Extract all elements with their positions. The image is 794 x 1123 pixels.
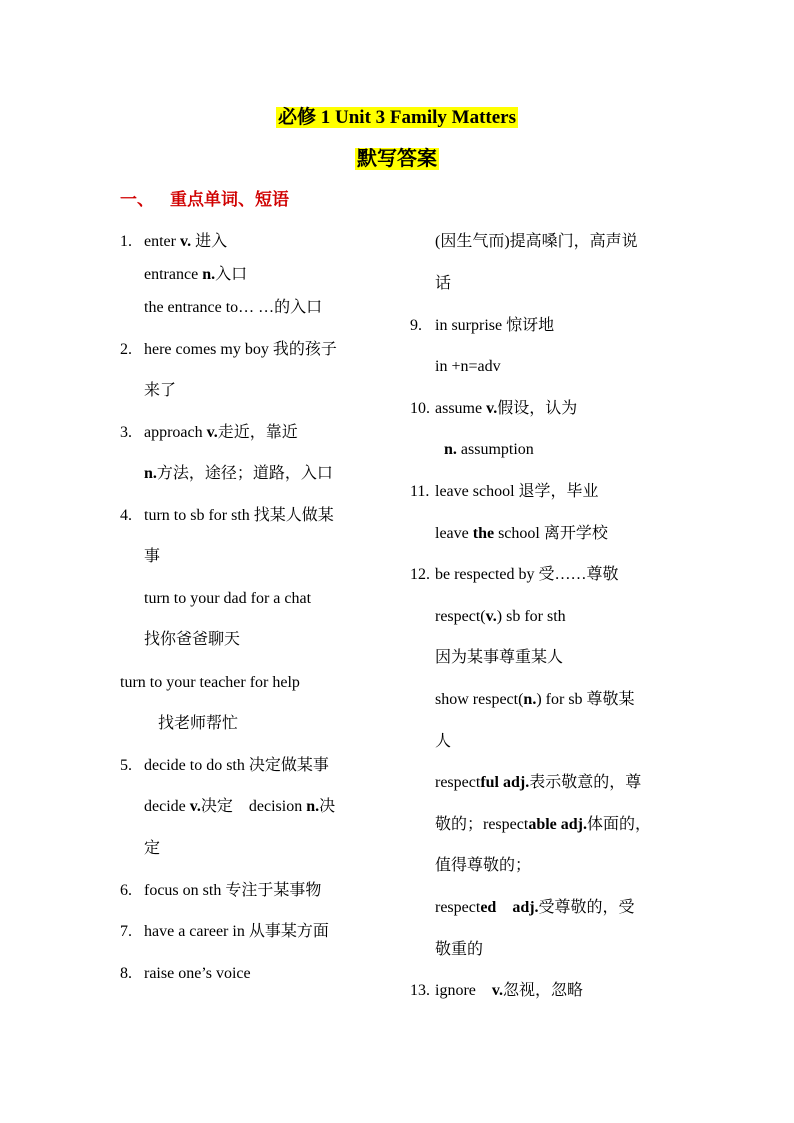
meaning: ) for sb 尊敬某 (536, 691, 635, 708)
list-item: turn to your teacher for help (120, 674, 300, 691)
meaning: 决 (319, 798, 336, 815)
list-item (144, 263, 247, 287)
term: show respect( (435, 691, 524, 708)
list-item: in surprise 惊讶地 (435, 317, 555, 334)
list-item (435, 896, 635, 920)
meaning: 体面的， (586, 816, 651, 833)
item-number: 3. (120, 424, 132, 441)
meaning: 忽视，忽略 (503, 982, 584, 999)
pos: n. (144, 465, 157, 482)
page-title-text: 必修 1 Unit 3 Family Matters (278, 107, 516, 128)
list-item: 找你爸爸聊天 (144, 631, 241, 648)
item-number: 2. (120, 341, 132, 358)
list-item: 敬重的 (435, 941, 484, 958)
pos: v. (189, 798, 201, 815)
pos: v. (206, 424, 218, 441)
meaning: 敬的；respect (435, 816, 529, 833)
list-item: 事 (144, 548, 161, 565)
list-item: decide to do sth 决定做某事 (144, 757, 329, 774)
term: respect (435, 899, 481, 916)
item-number: 8. (120, 965, 132, 982)
section-title: 重点单词、短语 (170, 190, 289, 209)
section-number: 一、 (120, 190, 154, 209)
list-item: turn to sb for sth 找某人做某 (144, 507, 334, 524)
term: ) sb for sth (496, 608, 566, 625)
list-item (144, 230, 227, 254)
list-item: focus on sth 专注于某事物 (144, 882, 322, 899)
list-item: the entrance to… …的入口 (144, 299, 323, 316)
list-item: here comes my boy 我的孩子 (144, 341, 337, 358)
list-item: have a career in 从事某方面 (144, 923, 329, 940)
meaning: school 离开学校 (494, 525, 608, 542)
section-heading (120, 187, 289, 213)
meaning: 方法，途径；道路，入口 (156, 465, 333, 482)
meaning: 受尊敬的，受 (538, 899, 635, 916)
pos: v. (179, 233, 192, 250)
term: assume (435, 400, 487, 417)
list-item (435, 979, 583, 1003)
list-item: 话 (435, 275, 452, 292)
term: enter (144, 233, 180, 250)
meaning: 入口 (215, 266, 248, 283)
list-item: turn to your dad for a chat (144, 590, 312, 607)
list-item: raise one’s voice (144, 965, 251, 982)
list-item: 找老师帮忙 (158, 715, 239, 732)
pos: n. (306, 798, 320, 815)
meaning: 假设，认为 (497, 400, 578, 417)
item-number: 9. (410, 317, 422, 334)
term: ignore (435, 982, 492, 999)
list-item: 人 (435, 733, 452, 750)
meaning: 进入 (191, 233, 228, 250)
item-number: 4. (120, 507, 132, 524)
suffix: ful adj. (480, 774, 530, 791)
item-number: 5. (120, 757, 132, 774)
list-item (144, 421, 298, 445)
list-item: be respected by 受……尊敬 (435, 566, 619, 583)
meaning: 决定 decision (200, 798, 307, 815)
item-number: 1. (120, 233, 132, 250)
list-item (435, 605, 566, 629)
list-item: 因为某事尊重某人 (435, 649, 564, 666)
item-number: 7. (120, 923, 132, 940)
list-item: 定 (144, 840, 161, 857)
item-number: 10. (410, 400, 430, 417)
pos: v. (486, 400, 498, 417)
page-subtitle (0, 145, 794, 173)
pos: n. (444, 441, 457, 458)
list-item (435, 688, 635, 712)
meaning: 走近，靠近 (217, 424, 298, 441)
list-item: 值得尊敬的； (435, 857, 532, 874)
pos: v. (491, 982, 503, 999)
list-item (435, 522, 608, 546)
item-number: 11. (410, 483, 430, 500)
list-item (435, 813, 651, 837)
pos: n. (523, 691, 537, 708)
term: assumption (456, 441, 534, 458)
list-item: in +n=adv (435, 358, 501, 375)
item-number: 6. (120, 882, 132, 899)
pos: adj. (512, 899, 539, 916)
pos: v. (485, 608, 497, 625)
suffix: able adj. (528, 816, 587, 833)
list-item (144, 462, 333, 486)
term: approach (144, 424, 207, 441)
list-item: 来了 (144, 382, 177, 399)
meaning: 表示敬意的，尊 (529, 774, 642, 791)
list-item (435, 771, 641, 795)
item-number: 13. (410, 982, 430, 999)
page-title (0, 104, 794, 132)
term: respect( (435, 608, 486, 625)
list-item (144, 795, 335, 819)
emphasis: the (472, 525, 495, 542)
term: decide (144, 798, 190, 815)
spacer (496, 899, 512, 916)
term: leave (435, 525, 473, 542)
page-subtitle-text: 默写答案 (357, 148, 437, 170)
list-item (444, 438, 534, 462)
term: respect (435, 774, 481, 791)
term: entrance (144, 266, 203, 283)
list-item: leave school 退学，毕业 (435, 483, 599, 500)
suffix: ed (480, 899, 497, 916)
list-item: (因生气而)提高嗓门，高声说 (435, 233, 638, 250)
list-item (435, 397, 577, 421)
item-number: 12. (410, 566, 430, 583)
pos: n. (202, 266, 216, 283)
